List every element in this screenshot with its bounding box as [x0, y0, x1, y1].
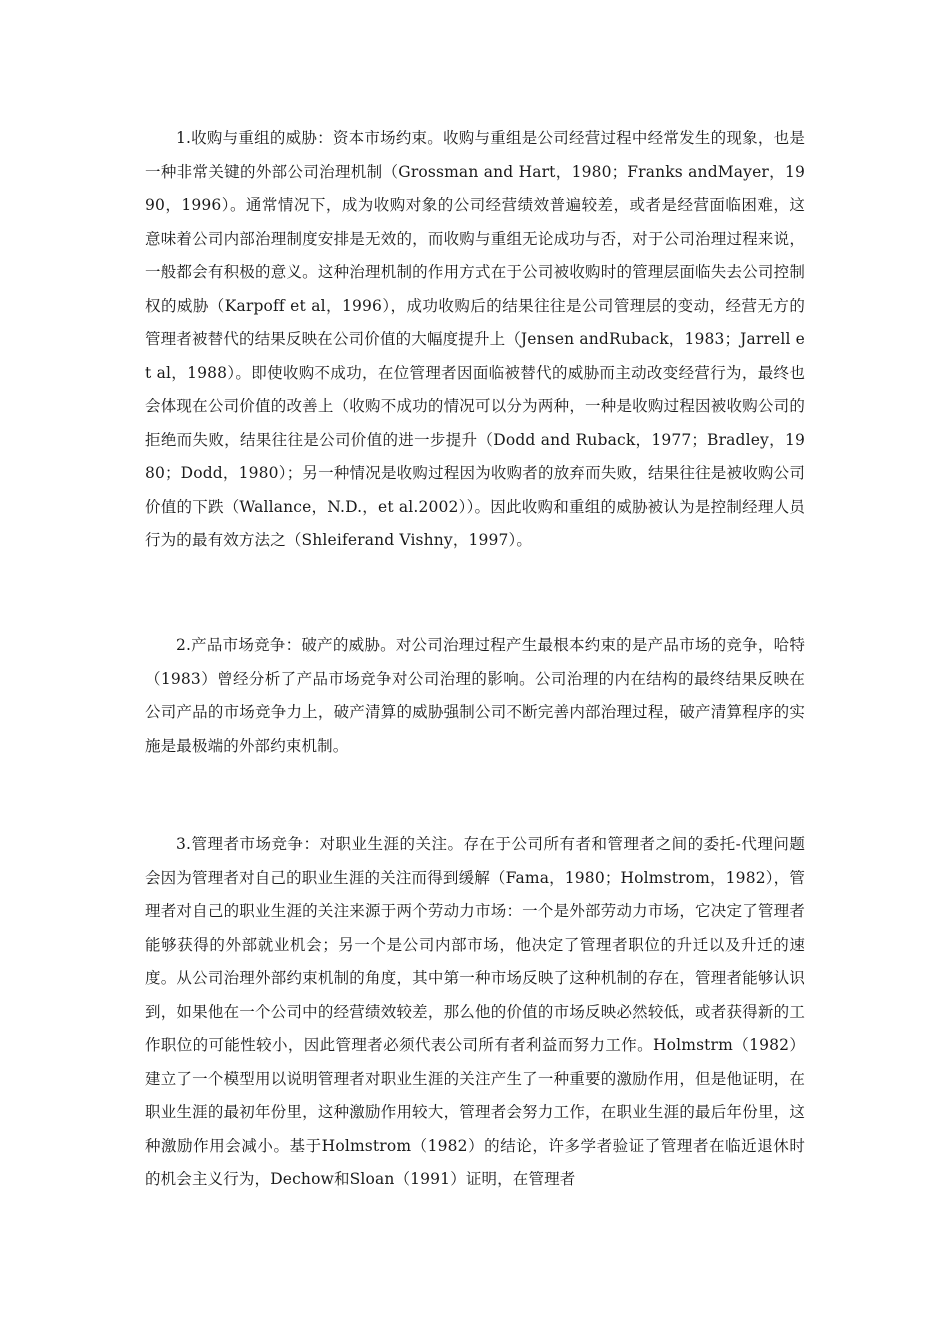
paragraph-text: 1.收购与重组的威胁：资本市场约束。收购与重组是公司经营过程中经常发生的现象，也是一种非常关键的外部公司治理机制（Grossman and Hart，1980；Franks andMayer，1990，1996）。通常情况下，成为收购对象的公司经营绩效普遍较差，或者是经营面临困难，这意味着公司内部治理制度安排是无效的，而收购与重组无论成功与否，对于公司治理过程来说，一般都会有积极的意义。这种治理机制的作用方式在于公司被收购时的管理层面临失去公司控制权的威胁（Karpoff et al，1996），成功收购后的结果往往是公司管理层的变动，经营无方的管理者被替代的结果反映在公司价值的大幅度提升上（Jensen andRuback，1983；Jarrell et al，1988）。即使收购不成功，在位管理者因面临被替代的威胁而主动改变经营行为，最终也会体现在公司价值的改善上（收购不成功的情况可以分为两种，一种是收购过程因被收购公司的拒绝而失败，结果往往是公司价值的进一步提升（Dodd and Ruback，1977；Bradley，1980；Dodd，1980）；另一种情况是收购过程因为收购者的放弃而失败，结果往往是被收购公司价值的下跌（Wallance，N.D.，et al.2002））。因此收购和重组的威胁被认为是控制经理人员行为的最有效方法之（Shleiferand Vishny，1997）。: [145, 129, 805, 549]
paragraph-acquisition-threat: [145, 122, 805, 558]
paragraph-product-market: [145, 629, 805, 763]
paragraph-text: 2.产品市场竞争：破产的威胁。对公司治理过程产生最根本约束的是产品市场的竞争，哈特（1983）曾经分析了产品市场竞争对公司治理的影响。公司治理的内在结构的最终结果反映在公司产品的市场竞争力上，破产清算的威胁强制公司不断完善内部治理过程，破产清算程序的实施是最极端的外部约束机制。: [145, 636, 805, 755]
paragraph-manager-market: [145, 828, 805, 1197]
paragraph-text: 3.管理者市场竞争：对职业生涯的关注。存在于公司所有者和管理者之间的委托-代理问题会因为管理者对自己的职业生涯的关注而得到缓解（Fama，1980；Holmstrom，1982），管理者对自己的职业生涯的关注来源于两个劳动力市场：一个是外部劳动力市场，它决定了管理者能够获得的外部就业机会；另一个是公司内部市场，他决定了管理者职位的升迁以及升迁的速度。从公司治理外部约束机制的角度，其中第一种市场反映了这种机制的存在，管理者能够认识到，如果他在一个公司中的经营绩效较差，那么他的价值的市场反映必然较低，或者获得新的工作职位的可能性较小，因此管理者必须代表公司所有者利益而努力工作。Holmstrm（1982）建立了一个模型用以说明管理者对职业生涯的关注产生了一种重要的激励作用，但是他证明，在职业生涯的最初年份里，这种激励作用较大，管理者会努力工作，在职业生涯的最后年份里，这种激励作用会减小。基于Holmstrom（1982）的结论，许多学者验证了管理者在临近退休时的机会主义行为，Dechow和Sloan（1991）证明，在管理者: [145, 835, 805, 1188]
